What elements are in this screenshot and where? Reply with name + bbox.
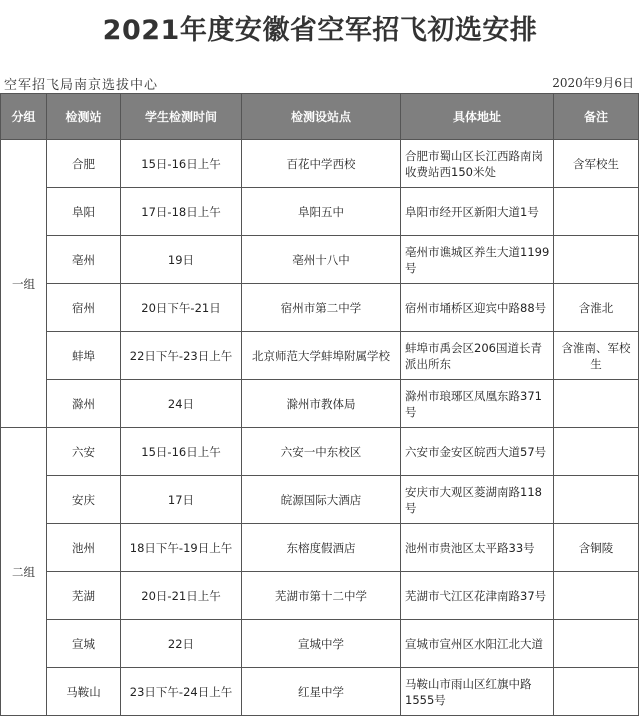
note-cell	[554, 236, 639, 284]
table-row	[1, 428, 639, 476]
note-cell	[554, 428, 639, 476]
table-row	[1, 140, 639, 188]
table-row	[1, 476, 639, 524]
address-cell: 蚌埠市禹会区206国道长青派出所东	[401, 332, 554, 380]
station-cell: 亳州	[47, 236, 121, 284]
address-cell: 池州市贵池区太平路33号	[401, 524, 554, 572]
subtitle-line	[4, 74, 636, 92]
note-cell	[554, 668, 639, 716]
table-header-row	[1, 94, 639, 140]
address-cell: 芜湖市弋江区花津南路37号	[401, 572, 554, 620]
address-cell: 亳州市谯城区养生大道1199号	[401, 236, 554, 284]
group-cell: 二组	[1, 428, 47, 716]
note-cell: 含淮南、军校生	[554, 332, 639, 380]
address-cell: 合肥市蜀山区长江西路南岗收费站西150米处	[401, 140, 554, 188]
site-cell: 皖源国际大酒店	[242, 476, 401, 524]
station-cell: 六安	[47, 428, 121, 476]
station-cell: 滁州	[47, 380, 121, 428]
table-row	[1, 284, 639, 332]
table-row	[1, 188, 639, 236]
table-row	[1, 236, 639, 284]
time-cell: 15日-16日上午	[121, 140, 242, 188]
station-cell: 阜阳	[47, 188, 121, 236]
note-cell: 含铜陵	[554, 524, 639, 572]
time-cell: 23日下午-24日上午	[121, 668, 242, 716]
header-group: 分组	[1, 94, 47, 140]
site-cell: 六安一中东校区	[242, 428, 401, 476]
station-cell: 蚌埠	[47, 332, 121, 380]
table-row	[1, 572, 639, 620]
note-cell	[554, 476, 639, 524]
address-cell: 滁州市琅琊区凤凰东路371号	[401, 380, 554, 428]
station-cell: 宣城	[47, 620, 121, 668]
site-cell: 东榕度假酒店	[242, 524, 401, 572]
site-cell: 红星中学	[242, 668, 401, 716]
time-cell: 18日下午-19日上午	[121, 524, 242, 572]
date-label: 2020年9月6日	[552, 76, 634, 90]
station-cell: 合肥	[47, 140, 121, 188]
station-cell: 宿州	[47, 284, 121, 332]
issuer-label: 空军招飞局南京选拔中心	[4, 78, 159, 93]
header-time: 学生检测时间	[121, 94, 242, 140]
table-row	[1, 332, 639, 380]
site-cell: 亳州十八中	[242, 236, 401, 284]
header-station: 检测站	[47, 94, 121, 140]
site-cell: 宣城中学	[242, 620, 401, 668]
address-cell: 宣城市宣州区水阳江北大道	[401, 620, 554, 668]
note-cell	[554, 620, 639, 668]
time-cell: 20日-21日上午	[121, 572, 242, 620]
note-cell: 含军校生	[554, 140, 639, 188]
time-cell: 17日-18日上午	[121, 188, 242, 236]
station-cell: 池州	[47, 524, 121, 572]
site-cell: 百花中学西校	[242, 140, 401, 188]
time-cell: 15日-16日上午	[121, 428, 242, 476]
header-address: 具体地址	[401, 94, 554, 140]
site-cell: 阜阳五中	[242, 188, 401, 236]
site-cell: 滁州市教体局	[242, 380, 401, 428]
header-site: 检测设站点	[242, 94, 401, 140]
time-cell: 22日	[121, 620, 242, 668]
note-cell	[554, 380, 639, 428]
site-cell: 宿州市第二中学	[242, 284, 401, 332]
site-cell: 北京师范大学蚌埠附属学校	[242, 332, 401, 380]
time-cell: 22日下午-23日上午	[121, 332, 242, 380]
time-cell: 24日	[121, 380, 242, 428]
site-cell: 芜湖市第十二中学	[242, 572, 401, 620]
note-cell: 含淮北	[554, 284, 639, 332]
address-cell: 宿州市埇桥区迎宾中路88号	[401, 284, 554, 332]
station-cell: 安庆	[47, 476, 121, 524]
table-row	[1, 380, 639, 428]
time-cell: 20日下午-21日	[121, 284, 242, 332]
page-title: 2021年度安徽省空军招飞初选安排	[102, 15, 538, 46]
table-row	[1, 620, 639, 668]
schedule-table	[0, 93, 639, 716]
table-row	[1, 524, 639, 572]
address-cell: 阜阳市经开区新阳大道1号	[401, 188, 554, 236]
time-cell: 19日	[121, 236, 242, 284]
group-cell: 一组	[1, 140, 47, 428]
note-cell	[554, 188, 639, 236]
note-cell	[554, 572, 639, 620]
address-cell: 六安市金安区皖西大道57号	[401, 428, 554, 476]
table-row	[1, 668, 639, 716]
station-cell: 马鞍山	[47, 668, 121, 716]
station-cell: 芜湖	[47, 572, 121, 620]
header-note: 备注	[554, 94, 639, 140]
address-cell: 马鞍山市雨山区红旗中路1555号	[401, 668, 554, 716]
time-cell: 17日	[121, 476, 242, 524]
address-cell: 安庆市大观区菱湖南路118号	[401, 476, 554, 524]
